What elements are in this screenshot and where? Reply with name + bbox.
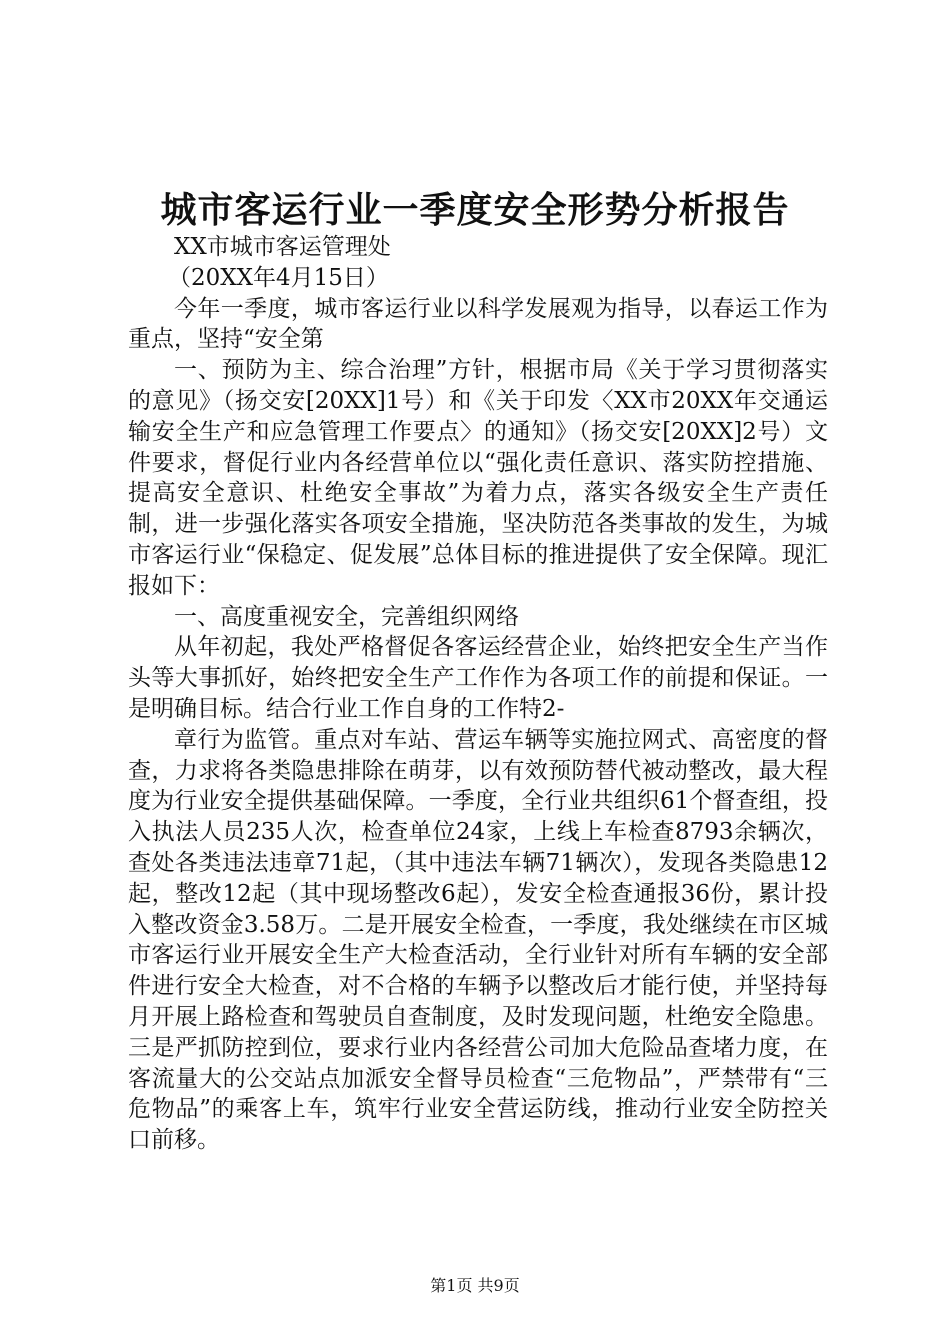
paragraph: 一、预防为主、综合治理”方针，根据市局《关于学习贯彻落实的意见》（扬交安[20XX]1号）和《关于印发〈XX市20XX年交通运输安全生产和应急管理工作要点〉的通知》（扬交安[20XX]2号）文件要求，督促行业内各经营单位以“强化责任意识、落实防控措施、提高安全意识、杜绝安全事故”为着力点，落实各级安全生产责任制，进一步强化落实各项安全措施，坚决防范各类事故的发生，为城市客运行业“保稳定、促发展”总体目标的推进提供了安全保障。现汇报如下： xyxy=(128,357,828,599)
document-title: 城市客运行业一季度安全形势分析报告 xyxy=(160,189,790,231)
paragraph: 章行为监管。重点对车站、营运车辆等实施拉网式、高密度的督查，力求将各类隐患排除在萌芽，以有效预防替代被动整改，最大程度为行业安全提供基础保障。一季度，全行业共组织61个督查组，投入执法人员235人次，检查单位24家，上线上车检查8793余辆次，查处各类违法违章71起，（其中违法车辆71辆次），发现各类隐患12起，整改12起（其中现场整改6起），发安全检查通报36份，累计投入整改资金3.58万。二是开展安全检查，一季度，我处继续在市区城市客运行业开展安全生产大检查活动，全行业针对所有车辆的安全部件进行安全大检查，对不合格的车辆予以整改后才能行使，并坚持每月开展上路检查和驾驶员自查制度，及时发现问题，杜绝安全隐患。三是严抓防控到位，要求行业内各经营公司加大危险品查堵力度，在客流量大的公交站点加派安全督导员检查“三危物品”，严禁带有“三危物品”的乘客上车，筑牢行业安全营运防线，推动行业安全防控关口前移。 xyxy=(128,726,828,1154)
author-line: XX市城市客运管理处 xyxy=(174,234,391,260)
paragraph: 今年一季度，城市客运行业以科学发展观为指导，以春运工作为重点，坚持“安全第 xyxy=(128,295,828,353)
section-heading: 一、高度重视安全，完善组织网络 xyxy=(174,603,519,630)
page-footer: 第1页 共9页 xyxy=(430,1276,520,1295)
date-line: （20XX年4月15日） xyxy=(168,264,389,291)
paragraph: 从年初起，我处严格督促各客运经营企业，始终把安全生产当作头等大事抓好，始终把安全生产工作作为各项工作的前提和保证。一是明确目标。结合行业工作自身的工作特2- xyxy=(128,634,828,722)
document-body xyxy=(128,232,828,1156)
